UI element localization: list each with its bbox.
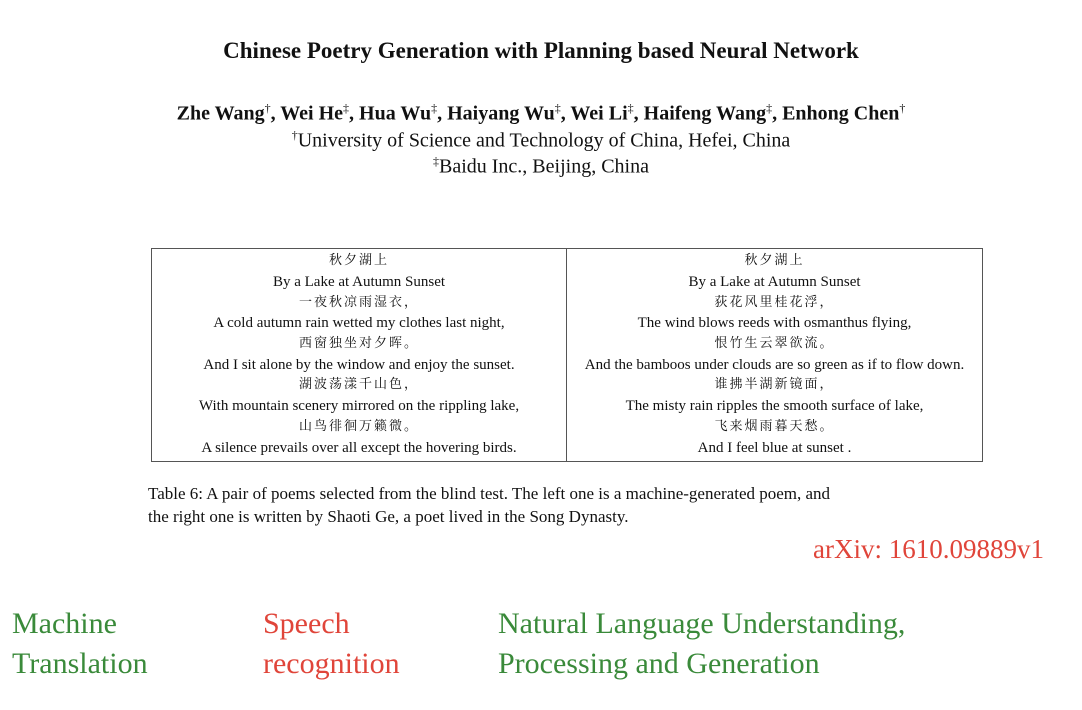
author-affiliation-mark: † [899, 101, 906, 115]
author-list [0, 101, 1082, 126]
author-affiliation-mark: ‡ [627, 101, 634, 115]
author-affiliation-mark: † [264, 101, 271, 115]
poem-line-english: The misty rain ripples the smooth surface of lake, [625, 398, 924, 415]
caption-line: the right one is written by Shaoti Ge, a poet lived in the Song Dynasty. [148, 507, 629, 526]
human-poem-column [567, 249, 982, 461]
poem-line-chinese: 西窗独坐对夕晖。 [298, 336, 419, 352]
author-separator: , [437, 102, 448, 125]
topic-machine-translation [12, 604, 148, 684]
poem-line-chinese: 恨竹生云翠欲流。 [714, 336, 835, 352]
topic-line: Processing and Generation [498, 647, 820, 680]
poem-line-chinese: 一夜秋凉雨湿衣， [298, 294, 419, 310]
author-name: Wei He [280, 102, 344, 125]
topic-line: Natural Language Understanding, [498, 607, 906, 640]
author-name: Enhong Chen [782, 102, 900, 125]
poem-line-chinese: 秋夕湖上 [328, 253, 389, 269]
poem-line-english: And the bamboos under clouds are so green as if to flow down. [584, 356, 965, 373]
topic-line: Machine [12, 607, 117, 640]
poem-line-english: With mountain scenery mirrored on the rippling lake, [198, 398, 520, 415]
author-separator: , [633, 102, 644, 125]
affiliation-text: Baidu Inc., Beijing, China [439, 155, 649, 178]
author-affiliation-mark: ‡ [343, 101, 350, 115]
author-name: Wei Li [570, 102, 628, 125]
caption-line: Table 6: A pair of poems selected from the blind test. The left one is a machine-generated poem, and [148, 484, 831, 503]
author-name: Hua Wu [359, 102, 432, 125]
topic-line: Translation [12, 647, 148, 680]
author-name: Haifeng Wang [643, 102, 767, 125]
topic-speech-recognition [263, 604, 400, 684]
affiliation-baidu [0, 154, 1082, 179]
author-affiliation-mark: ‡ [431, 101, 438, 115]
affiliation-mark: ‡ [433, 154, 439, 168]
author-affiliation-mark: ‡ [554, 101, 561, 115]
author-separator: , [349, 102, 360, 125]
poem-line-english: A silence prevails over all except the hovering birds. [201, 439, 517, 456]
poem-line-english: By a Lake at Autumn Sunset [272, 274, 446, 291]
paper-title: Chinese Poetry Generation with Planning based Neural Network [223, 38, 859, 63]
affiliation-mark: † [291, 128, 298, 142]
topic-line: Speech [263, 607, 350, 640]
poem-line-chinese: 荻花风里桂花浮， [714, 294, 835, 310]
poem-line-chinese: 湖波荡漾千山色， [298, 377, 419, 393]
poem-line-chinese: 秋夕湖上 [744, 253, 805, 269]
author-separator: , [772, 102, 783, 125]
affiliation-ustc [0, 128, 1082, 153]
poem-line-english: And I sit alone by the window and enjoy the sunset. [203, 356, 515, 373]
poem-line-english: The wind blows reeds with osmanthus flying, [637, 315, 912, 332]
table-caption [148, 482, 998, 528]
author-name: Haiyang Wu [447, 102, 555, 125]
poem-line-english: And I feel blue at sunset . [697, 439, 852, 456]
poem-line-english: A cold autumn rain wetted my clothes last night, [213, 315, 505, 332]
arxiv-label: arXiv: 1610.09889v1 [813, 534, 1044, 564]
author-separator: , [270, 102, 281, 125]
affiliation-text: University of Science and Technology of China, Hefei, China [297, 129, 791, 152]
author-affiliation-mark: ‡ [766, 101, 773, 115]
poem-line-chinese: 山鸟徘徊万籁微。 [298, 418, 419, 434]
topic-line: recognition [263, 647, 400, 680]
author-name: Zhe Wang [176, 102, 265, 125]
poem-table [151, 248, 983, 462]
poem-line-chinese: 谁拂半湖新镜面， [714, 377, 835, 393]
poem-line-english: By a Lake at Autumn Sunset [688, 274, 861, 291]
machine-poem-column [152, 249, 567, 461]
poem-line-chinese: 飞来烟雨暮天愁。 [714, 418, 835, 434]
topic-nlp [498, 604, 905, 684]
author-separator: , [560, 102, 571, 125]
